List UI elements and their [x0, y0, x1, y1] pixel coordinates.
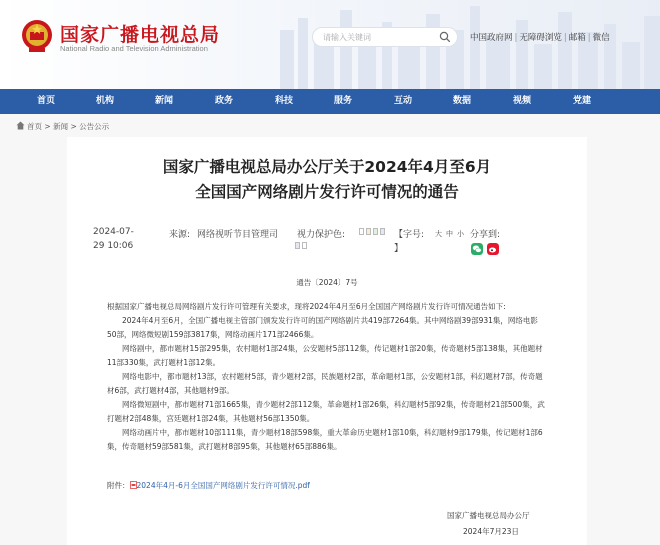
breadcrumb-separator: > — [68, 122, 80, 131]
attachment-label: 附件： — [107, 481, 130, 490]
separator: | — [563, 33, 567, 43]
search-box — [312, 27, 458, 47]
source-label: 来源: — [169, 230, 191, 240]
nav-item-interact[interactable]: 互动 — [393, 96, 412, 106]
vision-swatch-default[interactable] — [302, 242, 307, 249]
wechat-icon[interactable] — [471, 243, 483, 255]
font-size-label: 【字号: — [394, 230, 425, 240]
document-number: 通告〔2024〕7号 — [296, 278, 358, 287]
toplink-wechat[interactable]: 微信 — [592, 33, 610, 43]
breadcrumb — [16, 121, 109, 132]
publish-date-line1: 2024-07- — [93, 227, 134, 237]
paragraph-microdrama: 网络微短剧中，都市题材71部1665集，青少题材2部112集，革命题材1部26集，科幻题材5部92集，传奇题材21部500集，武打题材2部48集，宫廷题材1部24集，其他题材56部1350集。 — [107, 400, 545, 423]
logo-subtitle: National Radio and Television Administration — [60, 44, 208, 53]
font-size-medium[interactable]: 中 — [446, 230, 453, 238]
nav-item-gov-affairs[interactable]: 政务 — [214, 96, 233, 106]
toplink-gov[interactable]: 中国政府网 — [470, 33, 513, 43]
vision-swatches — [359, 227, 387, 237]
toplink-accessibility[interactable]: 无障碍浏览 — [519, 33, 562, 43]
vision-swatch-green[interactable] — [373, 228, 378, 235]
sign-date: 2024年7月23日 — [463, 527, 519, 536]
article-title-line1: 国家广播电视总局办公厅关于2024年4月至6月 — [162, 158, 492, 176]
nav-item-party[interactable]: 党建 — [572, 96, 591, 106]
article-card — [67, 137, 587, 545]
search-input[interactable] — [323, 30, 431, 44]
search-icon[interactable] — [439, 31, 451, 43]
nav-item-news[interactable]: 新闻 — [154, 96, 173, 106]
main-nav — [0, 89, 660, 114]
vision-swatch-purple[interactable] — [295, 242, 300, 249]
paragraph-intro: 根据国家广播电视总局网络剧片发行许可管理有关要求，现将2024年4月至6月全国国产网络剧片发行许可情况通告如下: — [107, 302, 506, 311]
toplink-mail[interactable]: 邮箱 — [568, 33, 586, 43]
top-links — [470, 31, 610, 43]
paragraph-drama: 网络剧中，都市题材15部295集，农村题材1部24集，公安题材5部112集，传记题材1部20集，传奇题材5部138集，其他题材11部330集，武打题材1部12集。 — [107, 344, 543, 367]
vision-swatch-blue[interactable] — [380, 228, 385, 235]
nav-item-tech[interactable]: 科技 — [274, 96, 293, 106]
nav-item-home[interactable]: 首页 — [36, 96, 55, 106]
vision-protect-label: 视力保护色: — [297, 230, 346, 240]
nav-item-data[interactable]: 数据 — [452, 96, 471, 106]
attachment-link[interactable]: 2024年4月-6月全国国产网络剧片发行许可情况.pdf — [136, 481, 310, 490]
article-title-line2: 全国国产网络剧片发行许可情况的通告 — [195, 183, 459, 201]
breadcrumb-news[interactable]: 新闻 — [53, 122, 69, 131]
breadcrumb-announcements[interactable]: 公告公示 — [79, 122, 110, 131]
signature: 国家广播电视总局办公厅 — [447, 511, 530, 520]
nav-item-video[interactable]: 视频 — [512, 96, 531, 106]
home-icon — [16, 121, 25, 130]
emblem-icon — [20, 18, 54, 54]
share-label: 分享到: — [470, 230, 501, 240]
source-name: 网络视听节目管理司 — [197, 230, 279, 240]
font-size-large[interactable]: 大 — [435, 230, 442, 238]
site-header — [0, 0, 660, 89]
paragraph-summary: 2024年4月至6月，全国广播电视主管部门颁发发行许可的国产网络剧片共419部7264集。其中网络剧39部931集，网络电影50部，网络微短剧159部3817集，网络动画片171部2466集。 — [107, 316, 538, 339]
nav-item-service[interactable]: 服务 — [333, 96, 352, 106]
publish-date-line2: 29 10:06 — [93, 241, 134, 251]
weibo-icon[interactable] — [487, 243, 499, 255]
vision-swatch-white[interactable] — [359, 228, 364, 235]
breadcrumb-home[interactable]: 首页 — [27, 122, 42, 131]
font-size-small[interactable]: 小 — [457, 230, 464, 238]
paragraph-animation: 网络动画片中，都市题材10部111集，青少题材18部598集，重大革命历史题材1部10集，科幻题材9部179集，传记题材1部6集，传奇题材59部581集，武打题材8部95集，其他题材65部886集。 — [107, 428, 543, 451]
nav-item-org[interactable]: 机构 — [95, 96, 114, 106]
separator: | — [587, 33, 591, 43]
paragraph-film: 网络电影中，都市题材13部，农村题材5部，青少题材2部，民族题材2部，革命题材1部，公安题材1部，科幻题材7部，传奇题材6部，武打题材4部，其他题材9部。 — [107, 372, 543, 395]
vision-swatch-yellow[interactable] — [366, 228, 371, 235]
vision-swatches-row2 — [295, 241, 309, 251]
logo-title[interactable]: 国家广播电视总局 — [60, 24, 221, 46]
separator: | — [514, 33, 518, 43]
attachment — [107, 480, 310, 491]
font-size-close: 】 — [394, 244, 404, 254]
pdf-icon — [130, 481, 137, 489]
breadcrumb-separator: > — [42, 122, 54, 131]
